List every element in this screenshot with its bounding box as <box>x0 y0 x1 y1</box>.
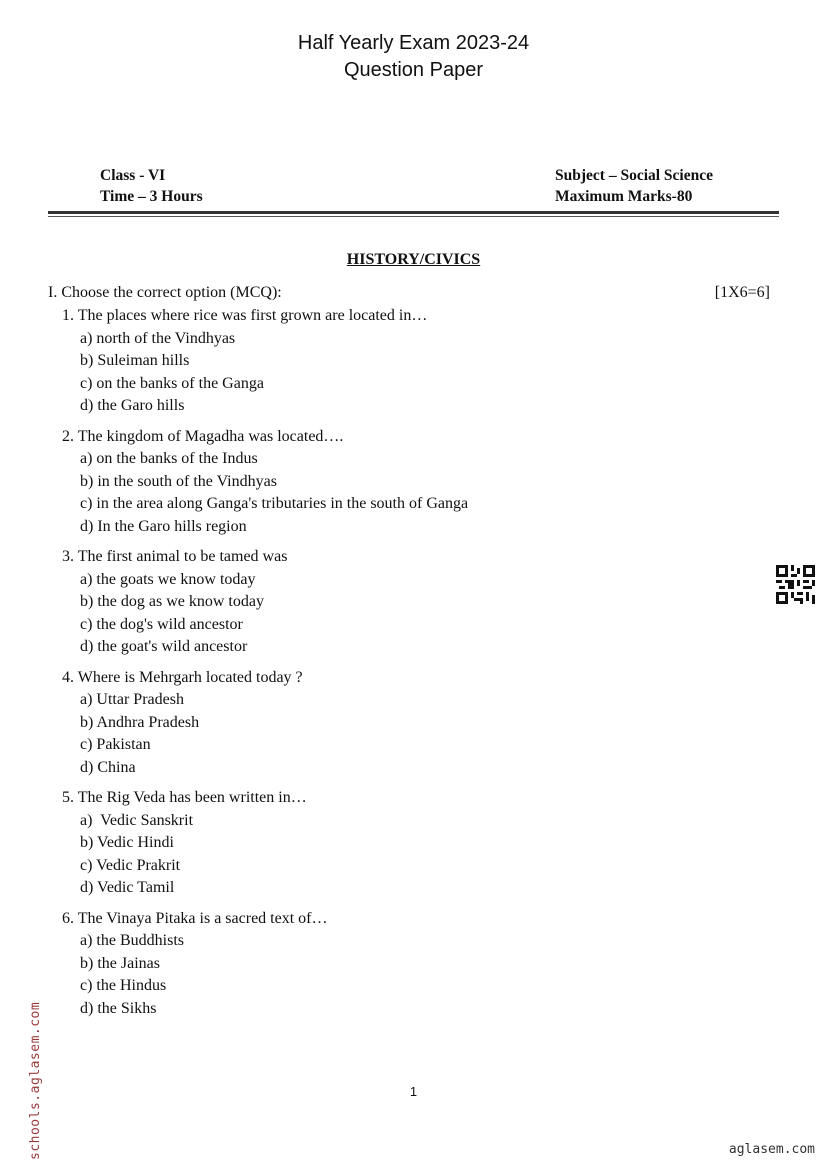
option: a) Uttar Pradesh <box>80 691 184 708</box>
header-divider-thick <box>48 211 779 214</box>
qr-code-icon[interactable] <box>776 565 815 604</box>
option: d) In the Garo hills region <box>80 517 247 535</box>
option: b) Vedic Hindi <box>80 834 174 851</box>
option: a) the Buddhists <box>80 932 184 949</box>
paper-subtitle: Question Paper <box>344 59 483 81</box>
header-divider-thin <box>48 216 779 217</box>
question-item <box>62 667 742 780</box>
option: b) the Jainas <box>80 954 160 972</box>
option: b) in the south of the Vindhyas <box>80 472 277 490</box>
option: c) on the banks of the Ganga <box>80 374 264 392</box>
bottom-watermark: aglasem.com <box>728 1142 815 1157</box>
time-label: Time – 3 Hours <box>100 188 203 205</box>
class-label: Class - VI <box>100 167 166 184</box>
exam-meta-left <box>100 165 203 207</box>
paper-title: Half Yearly Exam 2023-24 <box>297 32 530 54</box>
option: b) the dog as we know today <box>80 593 264 610</box>
section-marks: [1X6=6] <box>714 284 770 301</box>
option: d) the Garo hills <box>80 397 185 414</box>
question-item <box>62 787 742 900</box>
section-heading: HISTORY/CIVICS <box>346 251 481 268</box>
option: b) Andhra Pradesh <box>80 713 200 731</box>
question-item <box>62 546 742 659</box>
option: a) on the banks of the Indus <box>80 450 258 467</box>
option: a) north of the Vindhyas <box>80 329 236 347</box>
max-marks-label: Maximum Marks-80 <box>555 188 693 205</box>
exam-meta-right <box>555 165 713 207</box>
option: c) the dog's wild ancestor <box>80 615 243 633</box>
option: d) Vedic Tamil <box>80 879 175 896</box>
option: b) Suleiman hills <box>80 352 190 369</box>
option: d) the Sikhs <box>80 999 157 1017</box>
question-text: 5. The Rig Veda has been written in… <box>62 789 307 806</box>
option: d) the goat's wild ancestor <box>80 638 248 655</box>
question-text: 6. The Vinaya Pitaka is a sacred text of… <box>62 909 328 927</box>
option: c) in the area along Ganga's tributaries in the south of Ganga <box>80 495 469 512</box>
section-instruction: I. Choose the correct option (MCQ): <box>48 284 282 301</box>
question-text: 4. Where is Mehrgarh located today ? <box>62 668 303 686</box>
side-watermark: schools.aglasem.com <box>28 1001 43 1160</box>
question-text: 3. The first animal to be tamed was <box>62 548 288 565</box>
question-text: 1. The places where rice was first grown are located in… <box>62 307 428 324</box>
question-text: 2. The kingdom of Magadha was located…. <box>62 427 344 445</box>
option: d) China <box>80 758 136 776</box>
subject-label: Subject – Social Science <box>555 167 713 184</box>
question-item <box>62 908 742 1021</box>
page-number: 1 <box>409 1084 418 1099</box>
option: c) the Hindus <box>80 977 167 994</box>
question-item <box>62 305 742 418</box>
option: c) Pakistan <box>80 736 151 753</box>
question-list <box>62 305 742 1028</box>
question-item <box>62 426 742 539</box>
option: c) Vedic Prakrit <box>80 856 181 874</box>
option: a) the goats we know today <box>80 570 256 588</box>
option: a) Vedic Sanskrit <box>80 811 194 829</box>
